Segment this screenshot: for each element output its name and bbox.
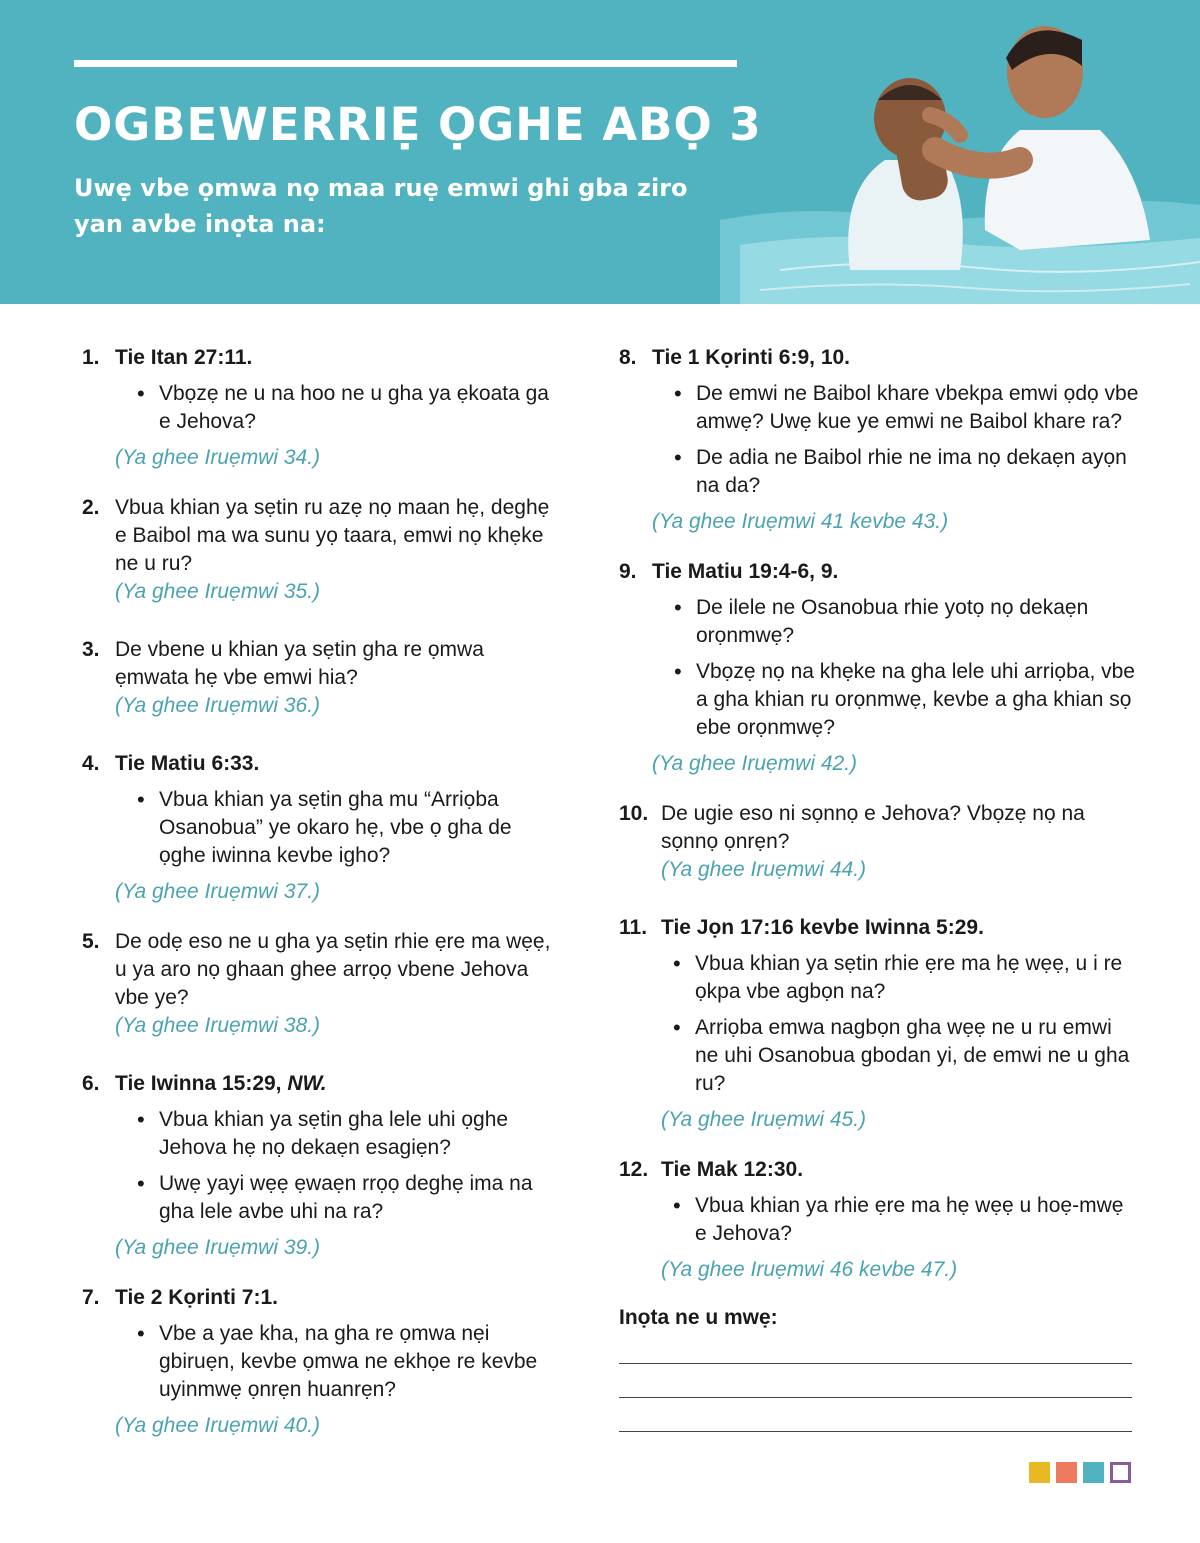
question-heading: Tie Matiu 6:33. (115, 752, 260, 775)
question-heading: Tie Matiu 19:4-6, 9. (652, 560, 839, 583)
yellow-square (1029, 1462, 1050, 1483)
bullet-item: • De emwi ne Baibol khare vbekpa emwi ọdọ vbe amwẹ? Uwẹ kue ye emwi ne Baibol khare ra? (674, 380, 1139, 436)
reference-link[interactable]: (Ya ghee Iruẹmwi 38.) (115, 1014, 321, 1037)
question-bullets (652, 594, 1139, 742)
question-heading (115, 1070, 552, 1098)
bullet-item: • Arriọba emwa nagbọn gha wẹẹ ne u ru emwi ne uhi Osanobua gbodan yi, de emwi ne u gha ru? (673, 1014, 1139, 1098)
page-title: OGBEWERRIẸ ỌGHE ABỌ 3 (74, 98, 762, 151)
purple-outline-square (1110, 1462, 1131, 1483)
question-heading: Tie Mak 12:30. (661, 1158, 804, 1181)
reference-link[interactable]: (Ya ghee Iruẹmwi 36.) (115, 694, 321, 717)
question-number: 12. (619, 1158, 649, 1181)
question-number: 9. (619, 560, 637, 583)
question-7 (82, 1284, 552, 1440)
question-3 (82, 636, 552, 720)
question-number: 8. (619, 346, 637, 369)
question-number: 6. (82, 1072, 100, 1095)
baptism-illustration (720, 0, 1200, 304)
reference-link[interactable]: (Ya ghee Iruẹmwi 46 kevbe 47.) (661, 1258, 958, 1281)
bullet-item: • Vbua khian ya sẹtin gha mu “Arriọba Osanobua” ye okaro hẹ, vbe ọ gha de ọghe iwinna kevbe igho? (137, 786, 552, 870)
orange-square (1056, 1462, 1077, 1483)
question-9 (619, 558, 1139, 778)
question-heading: De odẹ eso ne u gha ya sẹtin rhie ẹre ma wẹẹ, u ya aro nọ ghaan ghee arrọọ vbene Jehova vbe ye? (115, 930, 551, 1009)
header-banner (0, 0, 1200, 304)
question-5 (82, 928, 552, 1040)
question-heading: De ugie eso ni sọnnọ e Jehova? Vbọzẹ nọ na sọnnọ ọnrẹn? (661, 802, 1085, 853)
note-line[interactable] (619, 1431, 1132, 1432)
reference-link[interactable]: (Ya ghee Iruẹmwi 35.) (115, 580, 321, 603)
bullet-item: • Vbua khian ya rhie ẹre ma hẹ wẹẹ u hoẹ-mwẹ e Jehova? (673, 1192, 1139, 1248)
reference-link[interactable]: (Ya ghee Iruẹmwi 42.) (652, 752, 858, 775)
question-2 (82, 494, 552, 606)
questions-column-right (619, 344, 1139, 1432)
page-subtitle: Uwẹ vbe ọmwa nọ maa ruẹ emwi ghi gba ziro yan avbe inọta na: (74, 174, 688, 238)
question-heading-text: Tie Iwinna 15:29, (115, 1072, 282, 1095)
header-rule (74, 60, 737, 67)
question-bullets (652, 380, 1139, 500)
question-heading: Tie 2 Kọrinti 7:1. (115, 1286, 278, 1309)
bullet-item: • Vbua khian ya sẹtin gha lele uhi ọghe Jehova hẹ nọ dekaẹn esagiẹn? (137, 1106, 552, 1162)
note-line[interactable] (619, 1363, 1132, 1364)
question-4 (82, 750, 552, 906)
question-bullets (661, 950, 1139, 1098)
reference-link[interactable]: (Ya ghee Iruẹmwi 34.) (115, 446, 321, 469)
question-bullets (115, 380, 552, 436)
reference-link[interactable]: (Ya ghee Iruẹmwi 41 kevbe 43.) (652, 510, 949, 533)
question-8 (619, 344, 1139, 536)
notes-label: Inọta ne u mwẹ: (619, 1306, 778, 1329)
questions-column-left (82, 344, 552, 1462)
question-number: 2. (82, 496, 100, 519)
question-number: 3. (82, 638, 100, 661)
bullet-item: • De ilele ne Osanobua rhie yotọ nọ dekaẹn orọnmwẹ? (674, 594, 1139, 650)
question-bullets (115, 1106, 552, 1226)
question-number: 7. (82, 1286, 100, 1309)
question-heading: Tie Jọn 17:16 kevbe Iwinna 5:29. (661, 916, 984, 939)
question-bullets (115, 1320, 552, 1404)
question-1 (82, 344, 552, 472)
reference-link[interactable]: (Ya ghee Iruẹmwi 37.) (115, 880, 321, 903)
bullet-item: • De adia ne Baibol rhie ne ima nọ dekaẹn ayọn na da? (674, 444, 1139, 500)
bullet-item: • Vbọzẹ ne u na hoo ne u gha ya ẹkoata ga e Jehova? (137, 380, 552, 436)
reference-link[interactable]: (Ya ghee Iruẹmwi 39.) (115, 1236, 321, 1259)
question-6 (82, 1070, 552, 1262)
bullet-item: • Vbọzẹ nọ na khẹke na gha lele uhi arriọba, vbe a gha khian ru orọnmwẹ, kevbe a gha khian sọ ebe orọnmwẹ? (674, 658, 1139, 742)
question-11 (619, 914, 1139, 1134)
question-heading: De vbene u khian ya sẹtin gha re ọmwa ẹmwata hẹ vbe emwi hia? (115, 638, 484, 689)
question-number: 11. (619, 916, 648, 939)
question-number: 1. (82, 346, 100, 369)
question-heading-italic: NW. (287, 1072, 327, 1095)
question-bullets (115, 786, 552, 870)
question-heading: Vbua khian ya sẹtin ru azẹ nọ maan hẹ, deghẹ e Baibol ma wa sunu yọ taara, emwi nọ khẹke ne u ru? (115, 496, 550, 575)
question-number: 5. (82, 930, 100, 953)
question-bullets (661, 1192, 1139, 1248)
question-10 (619, 800, 1139, 884)
bullet-item: • Vbe a yae kha, na gha re ọmwa nẹi gbiruẹn, kevbe ọmwa ne ekhọe re kevbe uyinmwẹ ọnrẹn huanrẹn? (137, 1320, 552, 1404)
bullet-item: • Vbua khian ya sẹtin rhie ẹre ma hẹ wẹẹ, u i re ọkpa vbe agbọn na? (673, 950, 1139, 1006)
bullet-item: • Uwẹ yayi wẹẹ ẹwaẹn rrọọ deghẹ ima na gha lele avbe uhi na ra? (137, 1170, 552, 1226)
question-number: 4. (82, 752, 100, 775)
reference-link[interactable]: (Ya ghee Iruẹmwi 44.) (661, 858, 867, 881)
question-heading: Tie Itan 27:11. (115, 346, 253, 369)
question-12 (619, 1156, 1139, 1284)
question-heading: Tie 1 Kọrinti 6:9, 10. (652, 346, 851, 369)
color-squares (1029, 1462, 1131, 1483)
reference-link[interactable]: (Ya ghee Iruẹmwi 40.) (115, 1414, 321, 1437)
reference-link[interactable]: (Ya ghee Iruẹmwi 45.) (661, 1108, 867, 1131)
note-line[interactable] (619, 1397, 1132, 1398)
question-number: 10. (619, 802, 649, 825)
teal-square (1083, 1462, 1104, 1483)
